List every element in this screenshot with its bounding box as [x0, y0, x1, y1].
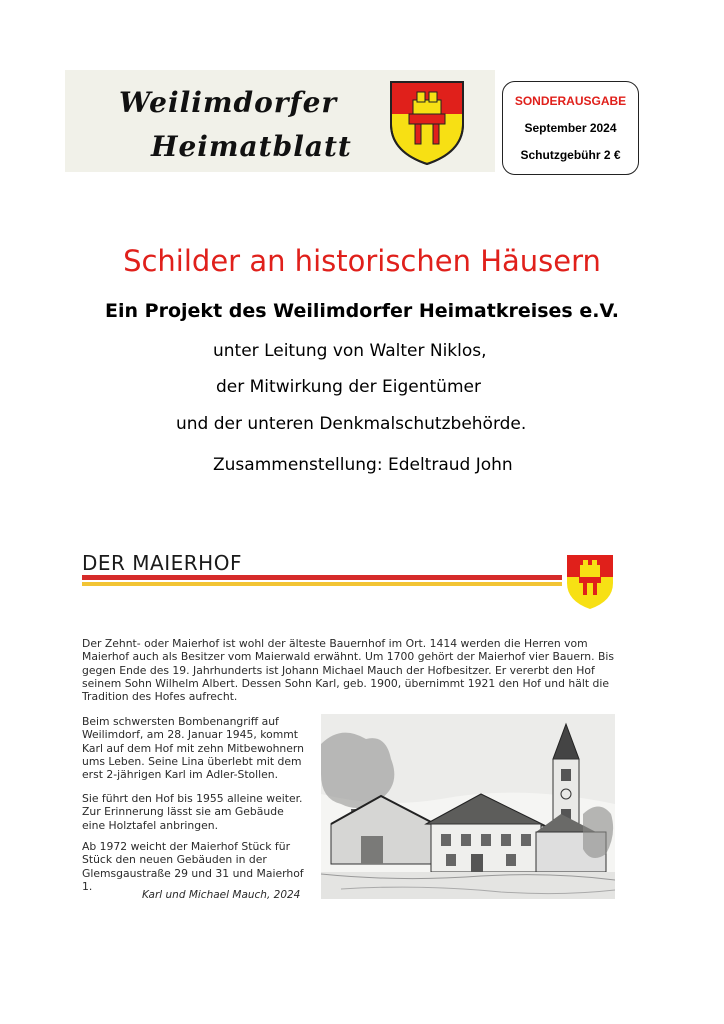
masthead: [65, 70, 495, 172]
issue-fee: Schutzgebühr 2 €: [520, 148, 621, 162]
coat-of-arms-icon: [387, 78, 467, 166]
issue-date: September 2024: [524, 121, 617, 135]
plaque-paragraph-2: Sie führt den Hof bis 1955 alleine weiter. Zur Erinnerung lässt sie am Gebäude eine Holztafel anbringen.: [82, 792, 303, 832]
page-title: Schilder an historischen Häusern: [123, 244, 601, 278]
maierhof-sketch-image: [321, 714, 615, 899]
plaque-paragraph-1: Beim schwersten Bombenangriff auf Weilimdorf, am 28. Januar 1945, kommt Karl auf dem Hof mit zehn Mitbewohnern ums Leben. Seine Lina überlebt mit dem erst 2-jährigen Karl im Adler-Stollen.: [82, 715, 304, 782]
page-subtitle: Ein Projekt des Weilimdorfer Heimatkreises e.V.: [105, 300, 619, 322]
plaque-stripe-red: [82, 575, 562, 580]
credit-line-3: und der unteren Denkmalschutzbehörde.: [176, 414, 527, 434]
coat-of-arms-small-icon: [565, 553, 615, 611]
credit-line-4: Zusammenstellung: Edeltraud John: [213, 455, 513, 475]
masthead-title-line1: Weilimdorfer: [119, 86, 338, 119]
plaque-heading: DER MAIERHOF: [82, 551, 242, 575]
credit-line-1: unter Leitung von Walter Niklos,: [213, 341, 487, 361]
special-edition-label: SONDERAUSGABE: [514, 94, 627, 108]
plaque-paragraph-3: Ab 1972 weicht der Maierhof Stück für Stück den neuen Gebäuden in der Glemsgaustraße 29 und 31 und Maierhof 1.: [82, 840, 304, 893]
masthead-title-line2: Heimatblatt: [151, 130, 352, 163]
issue-info-box: [502, 81, 639, 175]
credit-line-2: der Mitwirkung der Eigentümer: [216, 377, 481, 397]
plaque-intro-text: Der Zehnt- oder Maierhof ist wohl der älteste Bauernhof im Ort. 1414 werden die Herren vom Maierhof auch als Besitzer vom Maierwald erwähnt. Um 1700 gehört der Maierhof vier Bauern. Bis gegen Ende des 19. Jahrhunderts ist Johann Michael Mauch der Hofbesitzer. Er vererbt den Hof seinem Sohn Wilhelm Albert. Dessen Sohn Karl, geb. 1900, übernimmt 1921 den Hof und hält die Tradition des Hofes aufrecht.: [82, 637, 615, 704]
plaque-stripe-yellow: [82, 582, 562, 586]
plaque-signature: Karl und Michael Mauch, 2024: [142, 889, 301, 901]
